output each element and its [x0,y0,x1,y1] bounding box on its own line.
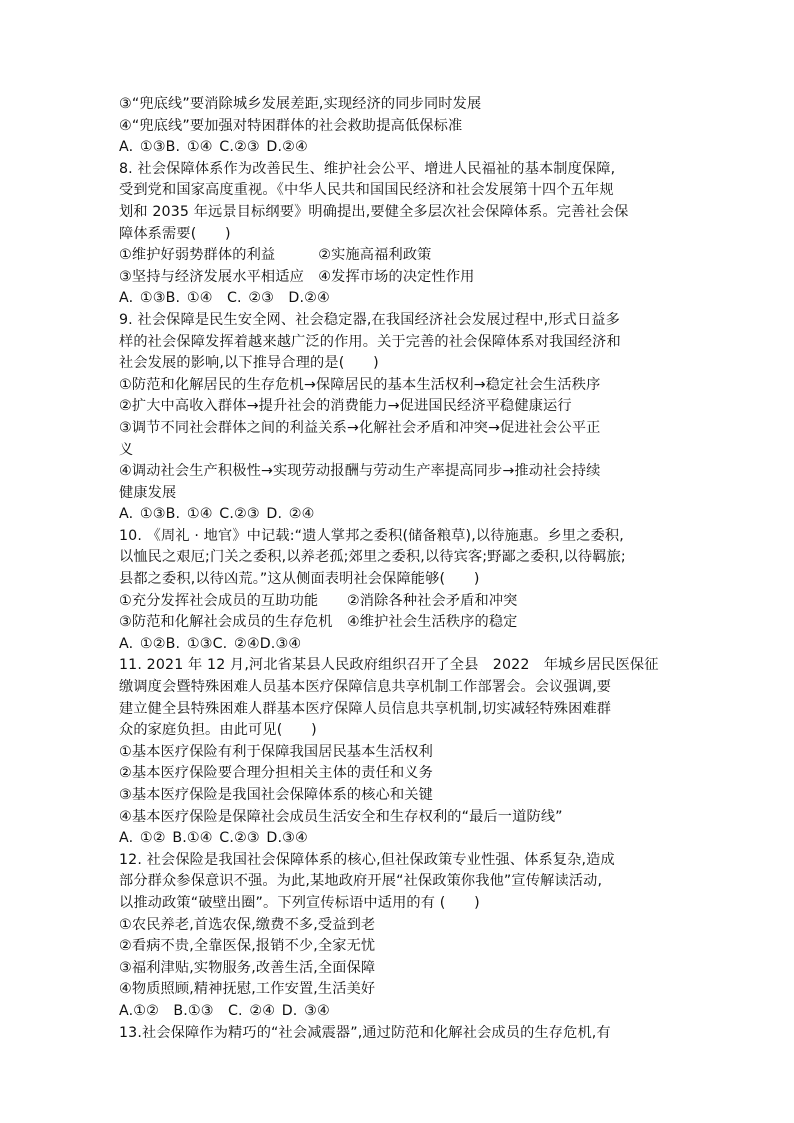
text-line: 健康发展 [119,484,177,501]
text-line: ①农民养老,首选农保,缴费不多,受益到老 [119,916,376,933]
document-page [119,94,689,1044]
text-line: ②看病不贵,全靠医保,报销不少,全家无忧 [119,938,376,955]
text-line: 义 [119,441,134,458]
text-line: 众的家庭负担。由此可见( ) [119,722,317,739]
answer-options: A.①② B.①③ C. ②④ D. ③④ [119,1002,330,1019]
text-line: ③基本医疗保险是我国社会保障体系的核心和关键 [119,787,433,803]
text-line: 以恤民之艰厄;门关之委积,以养老孤;郊里之委积,以待宾客;野鄙之委积,以待羁旅; [119,549,626,566]
text-line: ②基本医疗保险要合理分担相关主体的责任和义务 [119,765,433,782]
text-line: 障体系需要( ) [119,225,231,242]
text-line: ③福利津贴,实物服务,改善生活,全面保障 [119,959,376,976]
text-line: 社会发展的影响,以下推导合理的是( ) [119,355,379,372]
text-line: ①充分发挥社会成员的互助功能 ②消除各种社会矛盾和冲突 [119,592,518,609]
question-11: 11. 2021 年 12 月,河北省某县人民政府组织召开了全县 2022 年城乡居民医保征 [119,657,659,674]
text-line: 部分群众参保意识不强。为此,某地政府开展“社保政策你我他”宣传解读活动, [119,873,603,890]
text-line: ④“兜底线”要加强对特困群体的社会救助提高低保标准 [119,117,463,134]
text-line: ④物质照顾,精神抚慰,工作安置,生活美好 [119,981,376,998]
text-line: 受到党和国家高度重视。《中华人民共和国国民经济和社会发展第十四个五年规 [119,182,614,199]
text-line: ④基本医疗保险是保障社会成员生活安全和生存权利的“最后一道防线” [119,808,563,825]
text-line: ①维护好弱势群体的利益 ②实施高福利政策 [119,247,432,264]
text-line: 建立健全县特殊困难人群基本医疗保障人员信息共享机制,切实减轻特殊困难群 [119,700,612,717]
text-line: 缴调度会暨特殊困难人员基本医疗保障信息共享机制工作部署会。会议强调,要 [119,679,612,696]
answer-options: A. ①③B. ①④ C.②③ D.②④ [119,139,308,156]
text-line: 县都之委积,以待凶荒。”这从侧面表明社会保障能够( ) [119,571,480,588]
text-line: ③防范和化解社会成员的生存危机 ④维护社会生活秩序的稳定 [119,614,518,631]
question-10: 10. 《周礼 · 地官》中记载:“遗人掌邦之委积(储备粮草),以待施惠。乡里之委积, [119,527,624,544]
text-line: ③“兜底线”要消除城乡发展差距,实现经济的同步同时发展 [119,96,482,112]
question-12: 12. 社会保险是我国社会保障体系的核心,但社保政策专业性强、体系复杂,造成 [119,851,615,868]
text-line: 以推动政策“破壁出圈”。下列宣传标语中适用的有 ( ) [119,894,480,911]
answer-options: A. ①③B. ①④ C. ②③ D.②④ [119,290,330,307]
text-line: ③坚持与经济发展水平相适应 ④发挥市场的决定性作用 [119,268,475,285]
answer-options: A. ①②B. ①③C. ②④D.③④ [119,635,302,652]
text-line: ②扩大中高收入群体→提升社会的消费能力→促进国民经济平稳健康运行 [119,398,572,415]
text-line: ①基本医疗保险有利于保障我国居民基本生活权利 [119,743,433,760]
text-line: ③调节不同社会群体之间的利益关系→化解社会矛盾和冲突→促进社会公平正 [119,419,601,436]
answer-options: A. ①③B. ①④ C.②③ D. ②④ [119,506,315,523]
question-13: 13.社会保障作为精巧的“社会减震器”,通过防范和化解社会成员的生存危机,有 [119,1024,611,1041]
question-8: 8. 社会保障体系作为改善民生、维护社会公平、增进人民福祉的基本制度保障, [119,160,616,177]
question-9: 9. 社会保障是民生安全网、社会稳定器,在我国经济社会发展过程中,形式日益多 [119,311,620,328]
text-line: 划和 2035 年远景目标纲要》明确提出,要健全多层次社会保障体系。完善社会保 [119,203,629,220]
text-line: ①防范和化解居民的生存危机→保障居民的基本生活权利→稳定社会生活秩序 [119,376,601,393]
text-line: ④调动社会生产积极性→实现劳动报酬与劳动生产率提高同步→推动社会持续 [119,463,601,480]
answer-options: A. ①② B.①④ C.②③ D.③④ [119,830,308,847]
text-line: 样的社会保障发挥着越来越广泛的作用。关于完善的社会保障体系对我国经济和 [119,333,621,350]
